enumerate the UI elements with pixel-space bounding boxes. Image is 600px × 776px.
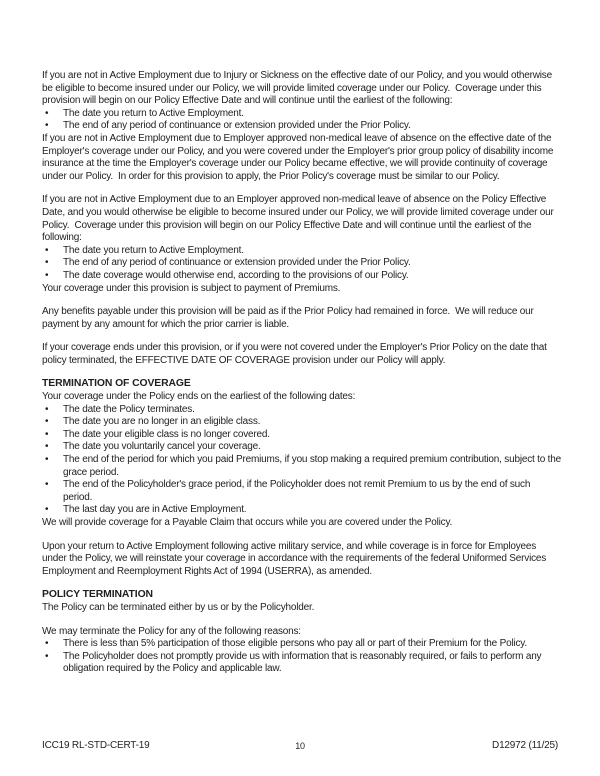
para-benefits-prior-policy: Any benefits payable under this provision will be paid as if the Prior Policy had remained in force. We will reduce our payment by any amount for which the prior carrier is liable.: [42, 306, 537, 330]
para-policy-termination-intro: The Policy can be terminated either by us or by the Policyholder.: [42, 601, 315, 613]
bullet-item: [42, 651, 561, 676]
bullet-item: [42, 504, 561, 517]
bullet-item: [42, 404, 561, 417]
bullet-icon: [45, 416, 48, 429]
bullet-icon: [45, 638, 48, 651]
heading-termination-of-coverage: TERMINATION OF COVERAGE: [42, 378, 191, 390]
bullet-text: The date your eligible class is no longer covered.: [63, 428, 270, 440]
para-limited-coverage-leave: If you are not in Active Employment due to an Employer approved non-medical leave of absence on the Policy Effective Date, and you would otherwise be eligible to become insured under our Policy, we will provide limited coverage under our Policy. Coverage under this provision will begin on our Policy Effective Date and will continue until the earliest of the following:: [42, 194, 557, 244]
list-terminate-reasons: [42, 638, 561, 676]
para-terminate-reasons-intro: We may terminate the Policy for any of the following reasons:: [42, 625, 301, 637]
heading-policy-termination: POLICY TERMINATION: [42, 589, 153, 601]
bullet-icon: [45, 504, 48, 517]
para-continuity-of-coverage-leave: If you are not in Active Employment due to Employer approved non-medical leave of absence on the effective date of the Employer's coverage under our Policy, and you were covered under the Employer's prior group policy of disability income insurance at the time the Employer's coverage under our Policy became effective, we will provide continuity of coverage under our Policy. In order for this provision to apply, the Prior Policy's coverage must be similar to our Policy.: [42, 132, 556, 182]
bullet-item: [42, 245, 561, 258]
bullet-icon: [45, 404, 48, 417]
bullet-item: [42, 257, 561, 270]
bullet-text: The date you voluntarily cancel your coverage.: [63, 441, 261, 453]
bullet-item: [42, 416, 561, 429]
bullet-item: [42, 270, 561, 283]
bullet-icon: [45, 245, 48, 258]
page-footer: [42, 740, 558, 754]
list-limited-coverage-leave-end-dates: [42, 245, 561, 283]
bullet-icon: [45, 108, 48, 121]
bullet-icon: [45, 257, 48, 270]
list-limited-coverage-end-dates: [42, 108, 561, 133]
bullet-text: The date you return to Active Employment.: [63, 107, 244, 119]
bullet-text: The end of the Policyholder's grace period, if the Policyholder does not remit Premium to us by the end of such period.: [63, 479, 531, 503]
bullet-text: The date you are no longer in an eligible class.: [63, 416, 261, 428]
bullet-icon: [45, 454, 48, 467]
bullet-icon: [45, 270, 48, 283]
para-premium-payment: Your coverage under this provision is subject to payment of Premiums.: [42, 282, 341, 294]
para-payable-claim: We will provide coverage for a Payable Claim that occurs while you are covered under the Policy.: [42, 517, 453, 528]
para-limited-coverage-injury-sickness: If you are not in Active Employment due to Injury or Sickness on the effective date of our Policy, and you would otherwise be eligible to become insured under our Policy, we will provide limited coverage under our Policy. Coverage under this provision will begin on our Policy Effective Date and will continue until the earliest of the following:: [42, 70, 555, 107]
bullet-icon: [45, 479, 48, 492]
bullet-text: There is less than 5% participation of those eligible persons who pay all or part of their Premium for the Policy.: [63, 638, 527, 650]
bullet-icon: [45, 120, 48, 133]
bullet-text: The end of any period of continuance or extension provided under the Prior Policy.: [63, 120, 411, 132]
para-effective-date-provision: If your coverage ends under this provision, or if you were not covered under the Employer's Prior Policy on the date that policy terminated, the EFFECTIVE DATE OF COVERAGE provision under our Policy will apply.: [42, 342, 550, 366]
bullet-text: The date you return to Active Employment.: [63, 244, 244, 256]
bullet-item: [42, 108, 561, 121]
bullet-text: The end of any period of continuance or extension provided under the Prior Policy.: [63, 257, 411, 269]
list-coverage-end-dates: [42, 404, 561, 517]
bullet-item: [42, 479, 561, 504]
para-userra-reinstatement: Upon your return to Active Employment following active military service, and while coverage is in force for Employees under the Policy, we will reinstate your coverage in accordance with the requirements of the federal Uniformed Services Employment and Reemployment Rights Act of 1994 (USERRA), as amended.: [42, 540, 549, 577]
footer-form-number: ICC19 RL-STD-CERT-19: [42, 740, 150, 751]
footer-page-number: 10: [295, 741, 305, 751]
bullet-icon: [45, 441, 48, 454]
document-body: [42, 70, 561, 676]
bullet-item: [42, 120, 561, 133]
bullet-text: The last day you are in Active Employment.: [63, 504, 247, 516]
bullet-item: [42, 441, 561, 454]
bullet-icon: [45, 429, 48, 442]
bullet-item: [42, 638, 561, 651]
bullet-item: [42, 429, 561, 442]
footer-doc-number: D12972 (11/25): [492, 740, 558, 751]
bullet-text: The date coverage would otherwise end, according to the provisions of our Policy.: [63, 269, 409, 281]
bullet-text: The end of the period for which you paid Premiums, if you stop making a required premium contribution, subject to the grace period.: [63, 454, 561, 478]
bullet-item: [42, 454, 561, 479]
bullet-icon: [45, 651, 48, 664]
para-coverage-ends-intro: Your coverage under the Policy ends on the earliest of the following dates:: [42, 391, 356, 403]
bullet-text: The date the Policy terminates.: [63, 403, 195, 415]
bullet-text: The Policyholder does not promptly provide us with information that is reasonably required, or fails to perform any obligation required by the Policy and applicable law.: [63, 650, 542, 675]
